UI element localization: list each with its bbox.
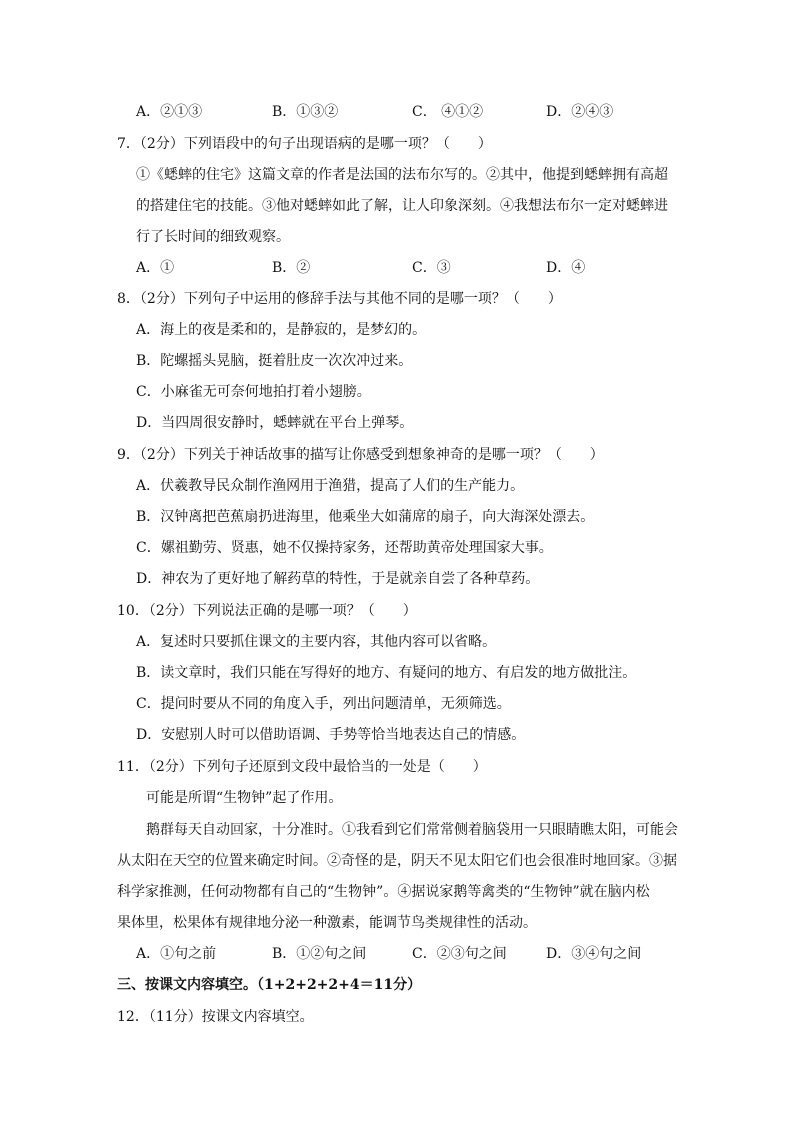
q9-option-a: A．伏羲教导民众制作渔网用于渔猎，提高了人们的生产能力。 xyxy=(136,478,525,494)
q7-option-d: D．④ xyxy=(546,260,586,276)
q8-option-c: C．小麻雀无可奈何地拍打着小翅膀。 xyxy=(136,384,371,400)
q10-option-d: D．安慰别人时可以借助语调、手势等恰当地表达自己的情感。 xyxy=(136,727,526,743)
q11-passage-line: 从太阳在天空的位置来确定时间。②奇怪的是，阴天不见太阳它们也会很准时地回家。③据 xyxy=(117,853,677,869)
q11-passage-line: 果体里，松果体有规律地分泌一种激素，能调节鸟类规律性的活动。 xyxy=(117,915,537,931)
q7-option-c: C．③ xyxy=(412,260,451,276)
q8-stem: 8．（2分）下列句子中运用的修辞手法与其他不同的是哪一项？（ ） xyxy=(117,291,562,307)
q11-option-b: B．①②句之间 xyxy=(272,946,367,962)
q11-passage-line: 科学家推测，任何动物都有自己的“生物钟”。④据说家鹅等禽类的“生物钟”就在脑内松 xyxy=(117,884,650,900)
q7-passage-line: 的搭建住宅的技能。③他对蟋蟀如此了解，让人印象深刻。④我想法布尔一定对蟋蟀进 xyxy=(136,198,668,214)
q9-option-d: D．神农为了更好地了解药草的特性，于是就亲自尝了各种草药。 xyxy=(136,571,540,587)
q10-option-b: B．读文章时，我们只能在写得好的地方、有疑问的地方、有启发的地方做批注。 xyxy=(136,665,637,681)
q7-passage-line: ①《蟋蟀的住宅》这篇文章的作者是法国的法布尔写的。②其中，他提到蟋蟀拥有高超 xyxy=(136,167,668,183)
q7-stem: 7．（2分）下列语段中的句子出现语病的是哪一项？（ ） xyxy=(117,136,492,152)
q6-option-b: B．①③② xyxy=(272,104,339,120)
q11-passage-line: 鹅群每天自动回家，十分准时。①我看到它们常常侧着脑袋用一只眼睛瞧太阳，可能会 xyxy=(146,822,678,838)
q11-sentence: 可能是所谓“生物钟”起了作用。 xyxy=(146,790,343,806)
q9-option-c: C．嫘祖勤劳、贤惠，她不仅操持家务，还帮助黄帝处理国家大事。 xyxy=(136,540,553,556)
q9-stem: 9．（2分）下列关于神话故事的描写让你感受到想象神奇的是哪一项？（ ） xyxy=(117,447,604,463)
q10-option-c: C．提问时要从不同的角度入手，列出问题清单，无须筛选。 xyxy=(136,696,511,712)
q6-option-d: D．②④③ xyxy=(546,104,614,120)
q11-option-d: D．③④句之间 xyxy=(546,946,642,962)
q7-options xyxy=(136,258,736,278)
q10-option-a: A．复述时只要抓住课文的主要内容，其他内容可以省略。 xyxy=(136,634,497,650)
q6-option-c: C． ④①② xyxy=(412,104,484,120)
q8-option-b: B．陀螺摇头晃脑，挺着肚皮一次次冲过来。 xyxy=(136,353,413,369)
q7-passage-line: 行了长时间的细致观察。 xyxy=(136,229,290,245)
q9-option-b: B．汉钟离把芭蕉扇扔进海里，他乘坐大如蒲席的扇子，向大海深处漂去。 xyxy=(136,509,595,525)
q7-option-a: A．① xyxy=(136,260,175,276)
q7-option-b: B．② xyxy=(272,260,311,276)
q6-options xyxy=(136,102,736,122)
q11-stem: 11．（2分）下列句子还原到文段中最恰当的一处是（ ） xyxy=(117,759,487,775)
q8-option-a: A．海上的夜是柔和的，是静寂的，是梦幻的。 xyxy=(136,322,427,338)
q12-stem: 12．（11分）按课文内容填空。 xyxy=(117,1009,314,1025)
q10-stem: 10．（2分）下列说法正确的是哪一项？（ ） xyxy=(117,603,417,619)
q8-option-d: D．当四周很安静时，蟋蟀就在平台上弹琴。 xyxy=(136,415,414,431)
q11-options xyxy=(136,944,736,964)
q11-option-a: A．①句之前 xyxy=(136,946,217,962)
section-3-heading: 三、按课文内容填空。（1+2+2+2+4＝11分） xyxy=(117,977,422,993)
q6-option-a: A．②①③ xyxy=(136,104,203,120)
q11-option-c: C．②③句之间 xyxy=(412,946,507,962)
